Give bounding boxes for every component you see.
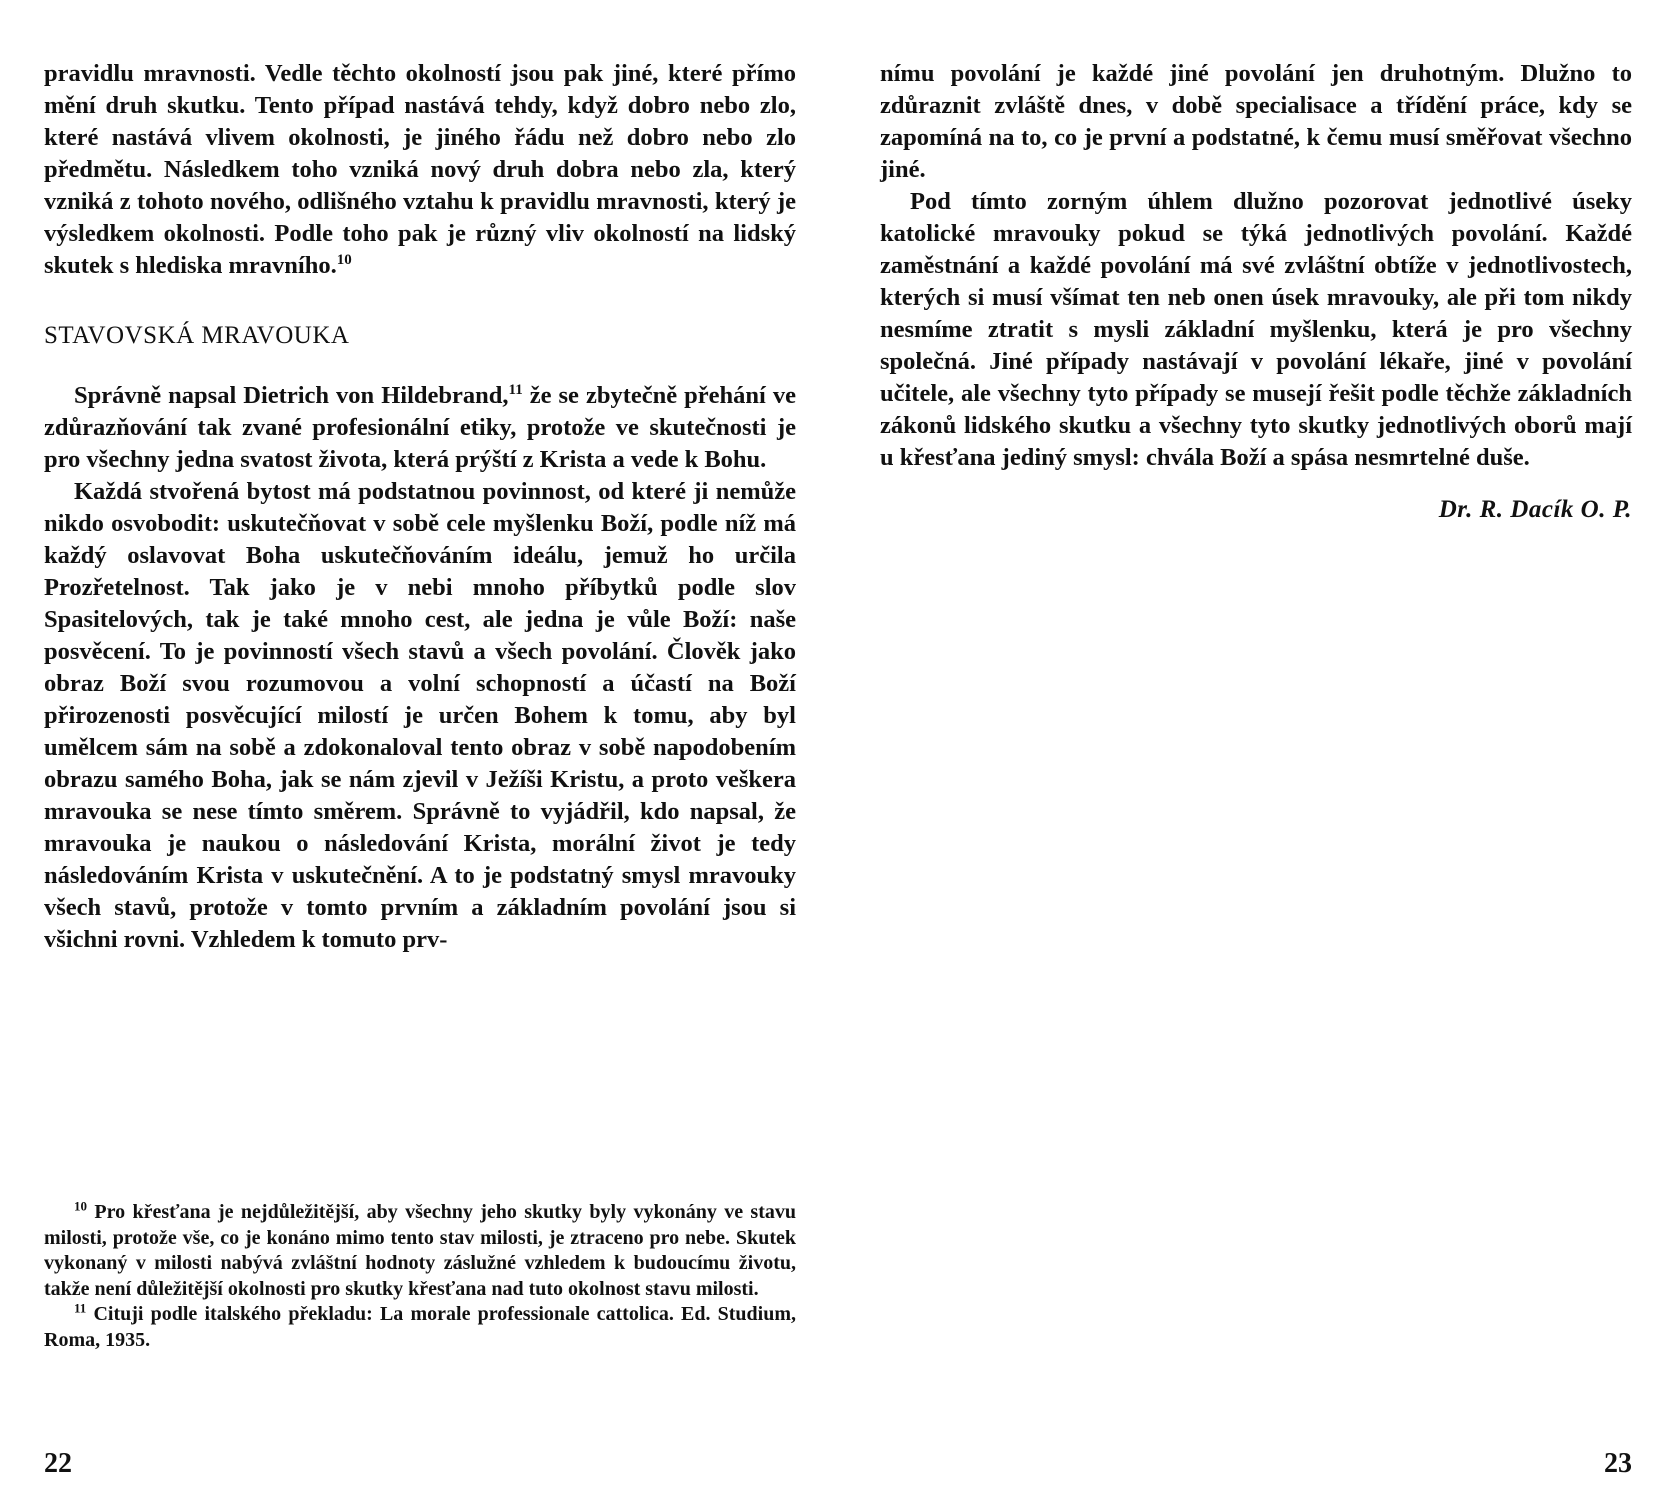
section-heading: STAVOVSKÁ MRAVOUKA bbox=[44, 322, 350, 349]
footnote-11 bbox=[44, 1302, 796, 1353]
footnote-text: Pro křesťana je nejdůležitější, aby všechny jeho skutky byly vykonány ve stavu milosti, protože vše, co je konáno mimo tento stav milosti, je ztraceno pro nebe. Skutek vykonaný v milosti nabývá zvláštní hodnoty záslužné vzhledem k budoucímu životu, takže není důležitější okolnosti pro skutky křesťana nad tuto okolnost stavu milosti. bbox=[44, 1201, 796, 1300]
page-number: 23 bbox=[1604, 1448, 1632, 1479]
page-number: 22 bbox=[44, 1448, 72, 1479]
right-page bbox=[880, 0, 1632, 1500]
footnote-10 bbox=[44, 1200, 796, 1302]
footnote-number: 10 bbox=[74, 1198, 87, 1214]
footnote-ref-10: 10 bbox=[336, 251, 352, 268]
author-signature: Dr. R. Dacík O. P. bbox=[1438, 496, 1632, 523]
footnotes bbox=[44, 1200, 796, 1353]
footnote-text: Cituji podle italského překladu: La morale professionale cattolica. Ed. Studium, Roma, 1935. bbox=[44, 1303, 796, 1351]
right-column-text bbox=[880, 58, 1632, 526]
paragraph-text: Správně napsal Dietrich von Hildebrand, bbox=[74, 382, 509, 409]
paragraph: Každá stvořená bytost má podstatnou povinnost, od které ji nemůže nikdo osvobodit: uskutečňovat v sobě cele myšlenku Boží, podle níž má každý oslavovat Boha uskutečňováním ideálu, jemuž ho určila Prozřetelnost. Tak jako je v nebi mnoho příbytků podle slov Spasitelových, tak je také mnoho cest, ale jedna je vůle Boží: naše posvěcení. To je povinností všech stavů a všech povolání. Člověk jako obraz Boží svou rozumovou a volní schopností a účastí na Boží přirozenosti posvěcující milostí je určen Bohem k tomu, aby byl umělcem sám na sobě a zdokonaloval tento obraz v sobě napodobením obrazu samého Boha, jak se nám zjevil v Ježíši Kristu, a proto veškera mravouka se nese tímto směrem. Správně to vyjádřil, kdo napsal, že mravouka je naukou o následování Krista, morální život je tedy následováním Krista v uskutečnění. A to je podstatný smysl mravouky všech stavů, protože v tomto prvním a základním povolání jsou si všichni rovni. Vzhledem k tomuto prv- bbox=[44, 478, 796, 953]
paragraph-text: pravidlu mravnosti. Vedle těchto okolností jsou pak jiné, které přímo mění druh skutku. Tento případ nastává tehdy, když dobro nebo zlo, které nastává vlivem okolnosti, je jiného řádu než dobro nebo zlo předmětu. Následkem toho vzniká nový druh dobra nebo zla, který vzniká z tohoto nového, odlišného vztahu k pravidlu mravnosti, který je výsledkem okolnosti. Podle toho pak je různý vliv okolností na lidský skutek s hlediska mravního. bbox=[44, 60, 796, 279]
paragraph bbox=[44, 58, 796, 282]
left-column-text bbox=[44, 58, 796, 956]
paragraph: Pod tímto zorným úhlem dlužno pozorovat jednotlivé úseky katolické mravouky pokud se týká jednotlivých povolání. Každé zaměstnání a každé povolání má své zvláštní obtíže v jednotlivostech, kterých si musí všímat ten neb onen úsek mravouky, ale při tom nikdy nesmíme ztratit s mysli základní myšlenku, která je pro všechny společná. Jiné případy nastávají v povolání lékaře, jiné v povolání učitele, ale všechny tyto případy se musejí řešit podle těchže základních zákonů lidského skutku a všechny tyto skutky jednotlivých oborů mají u křesťana jediný smysl: chvála Boží a spása nesmrtelné duše. bbox=[880, 188, 1632, 471]
left-page bbox=[44, 0, 796, 1500]
footnote-number: 11 bbox=[74, 1300, 87, 1316]
paragraph-text: že se zbytečně přehání ve zdůrazňování tak zvané profesionální etiky, protože ve skutečnosti je pro všechny jedna svatost života, která prýští z Krista a vede k Bohu. bbox=[44, 382, 797, 473]
paragraph: nímu povolání je každé jiné povolání jen druhotným. Dlužno to zdůraznit zvláště dnes, v době specialisace a třídění práce, kdy se zapomíná na to, co je první a podstatné, k čemu musí směřovat všechno jiné. bbox=[880, 60, 1632, 183]
footnote-ref-11: 11 bbox=[508, 381, 523, 398]
paragraph bbox=[44, 380, 796, 476]
